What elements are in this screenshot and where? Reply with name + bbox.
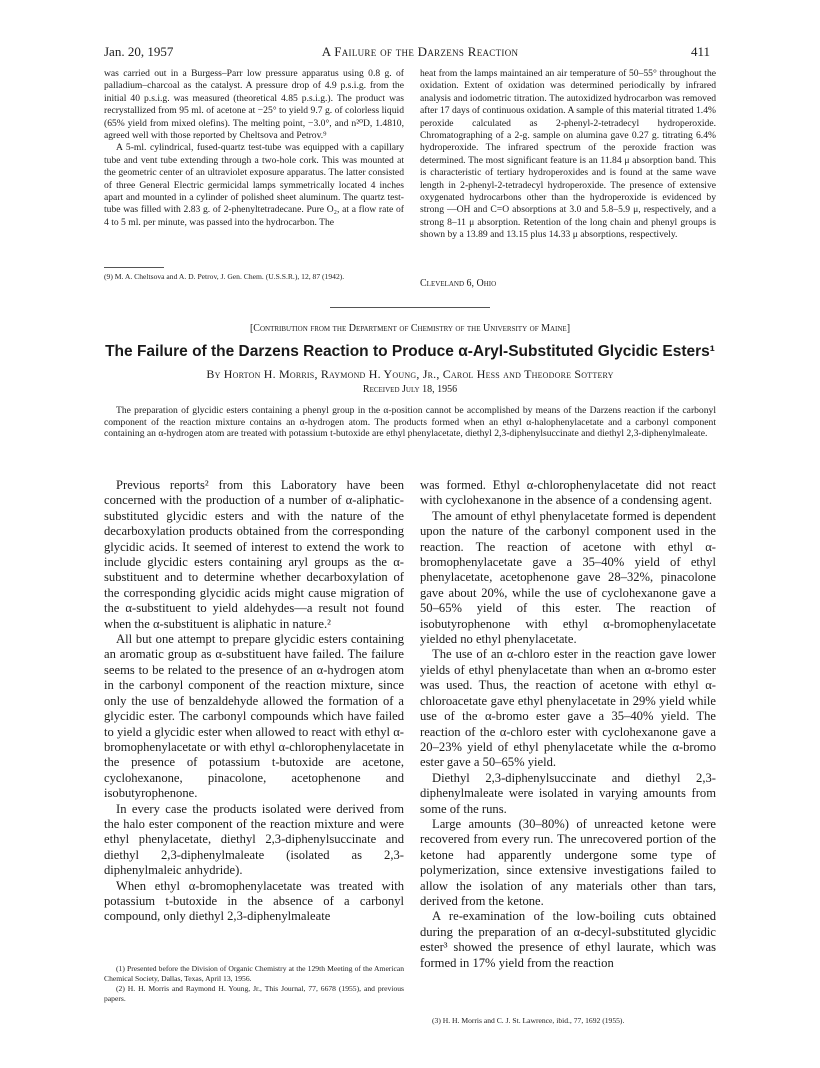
- paragraph: A re-examination of the low-boiling cuts obtained during the preparation of an α-decyl-substituted glycidic ester³ showed the presence of ethyl laurate, which was formed in 17% yield from the reaction: [420, 909, 716, 970]
- paragraph: The amount of ethyl phenylacetate formed is dependent upon the nature of the carbonyl component used in the reaction. The reaction of acetone with ethyl α-bromophenylacetate gave a 35–40% yield of ethyl phenylacetate, acetophenone gave 28–32%, pinacolone gave about 20%, while the use of cyclohexanone gave a 50–65% yield of this ester. The reaction of isobutyrophenone with ethyl α-bromophenylacetate yielded no ethyl phenylacetate.: [420, 508, 716, 647]
- footnote-3-text: (3) H. H. Morris and C. J. St. Lawrence, ibid., 77, 1692 (1955).: [432, 1016, 625, 1025]
- footnote-1: (1) Presented before the Division of Organic Chemistry at the 129th Meeting of the American Chemical Society, Dallas, Texas, April 13, 1956.: [104, 964, 404, 983]
- body-left-column: [104, 478, 404, 925]
- paragraph: heat from the lamps maintained an air temperature of 50–55° throughout the oxidation. Extent of oxidation was determined periodically by infrared analysis and iodometric titration. The autoxidized hydrocarbon was removed after 17 days of continuous oxidation. A sample of this material titrated 1.4% peroxide calculated as 2-phenyl-2-tetradecyl hydroperoxide. Chromatographing of a 2-g. sample on alumina gave 0.27 g. titrating 6.4% hydroperoxide. The infrared spectrum of the peroxide fraction was determined. The most significant feature is an 11.84 μ absorption band. This is characteristic of tertiary hydroperoxides and is found at the same wave length in 2-phenyl-2-tetradecyl hydroperoxide. The presence of extensive oxygenated hydrocarbons other than the hydroperoxide is evidenced by strong —OH and C=O absorptions at 3.0 and 5.8–5.9 μ, respectively, and a strong 8–11 μ absorption. Retention of the long chain and phenyl groups is shown by a 13.89 and 13.15 plus 14.33 μ absorptions, respectively.: [420, 68, 716, 241]
- top-left-column: [104, 68, 404, 229]
- top-right-column: [420, 68, 716, 242]
- authors: By Horton H. Morris, Raymond H. Young, Jr., Carol Hess and Theodore Sottery: [206, 367, 614, 381]
- paragraph: Diethyl 2,3-diphenylsuccinate and diethyl 2,3-diphenylmaleate were isolated in varying amounts from some of the runs.: [420, 770, 716, 816]
- footnote-2: (2) H. H. Morris and Raymond H. Young, Jr., This Journal, 77, 6678 (1955), and previous papers.: [104, 984, 404, 1003]
- article-title: The Failure of the Darzens Reaction to Produce α-Aryl-Substituted Glycidic Esters¹: [105, 343, 715, 360]
- paragraph: The use of an α-chloro ester in the reaction gave lower yields of ethyl phenylacetate than when an α-bromo ester was used. Thus, the reaction of acetone with ethyl α-chloroacetate gave ethyl phenylacetate in 29% yield while use of the α-bromo ester gave a 35–40% yield. The reaction of the α-chloro ester with cyclohexanone gave a 20–23% yield of ethyl phenylacetate while the α-bromo ester gave a 50–65% yield.: [420, 647, 716, 770]
- footnotes-left: [104, 964, 404, 1004]
- paragraph: was carried out in a Burgess–Parr low pressure apparatus using 0.8 g. of palladium–charcoal as the catalyst. A pressure drop of 4.9 p.s.i.g. from the initial 40 p.s.i.g. was measured (theoretical 4.85 p.s.i.g.). The product was recrystallized from 95 ml. of acetone at −25° to yield 9.7 g. of colorless liquid (65% yield from mixed olefins). The melting point, −3.0°, and n²⁰D, 1.4810, agreed well with those reported by Cheltsova and Petrov.⁹: [104, 68, 404, 142]
- paragraph: All but one attempt to prepare glycidic esters containing an aromatic group as α-substituent have failed. The failure seems to be related to the presence of an α-hydrogen atom in the carbonyl component of the reaction mixture, since only the use of benzaldehyde allowed the formation of a glycidic ester. The carbonyl compounds which have failed to yield a glycidic ester when allowed to react with ethyl α-bromophenylacetate or with ethyl α-chlorophenylacetate in the presence of potassium t-butoxide are acetone, cyclohexanone, pinacolone, acetophenone and isobutyrophenone.: [104, 632, 404, 801]
- footnote-9: (9) M. A. Cheltsova and A. D. Petrov, J. Gen. Chem. (U.S.S.R.), 12, 87 (1942).: [104, 272, 345, 281]
- paragraph: A 5-ml. cylindrical, fused-quartz test-tube was equipped with a capillary tube and vent tube extending through a two-hole cork. This was mounted at the geometric center of an ultraviolet exposure apparatus. The latter consisted of three General Electric germicidal lamps symmetrically located 4 inches apart and mounted in a cylinder of polished sheet aluminum. The quartz test-tube was filled with 2.83 g. of 2-phenyltetradecane. Pure O₂, at a flow rate of 4 to 5 ml. per minute, was passed into the hydrocarbon. The: [104, 142, 404, 228]
- paragraph: was formed. Ethyl α-chlorophenylacetate did not react with cyclohexanone in the absence of a condensing agent.: [420, 478, 716, 508]
- abstract: The preparation of glycidic esters containing a phenyl group in the α-position cannot be accomplished by means of the Darzens reaction if the carbonyl component of the reaction mixture contains an α-hydrogen atom. The products formed when an ethyl α-halophenylacetate and a carbonyl component containing an α-hydrogen atom are treated with potassium t-butoxide are ethyl phenylacetate, diethyl 2,3-diphenylsuccinate and diethyl 2,3-diphenylmaleate.: [104, 405, 716, 440]
- received-date: Received July 18, 1956: [362, 384, 458, 395]
- page-number: 411: [690, 44, 710, 59]
- paragraph: Previous reports² from this Laboratory have been concerned with the production of a number of α-aliphatic-substituted glycidic esters and with the nature of the decarboxylation products obtained from the corresponding glycidic acids. It seemed of interest to extend the work to include glycidic esters containing aryl groups as the α-substituent and to determine whether decarboxylation of the corresponding glycidic acids might cause migration of the α-substituent to yield aldehydes—a result not found when the α-substituent is aliphatic in nature.²: [104, 478, 404, 631]
- contribution-line: [Contribution from the Department of Chemistry of the University of Maine]: [249, 323, 571, 334]
- author-location: Cleveland 6, Ohio: [420, 278, 497, 289]
- header-date: Jan. 20, 1957: [104, 44, 174, 59]
- body-right-column: [420, 478, 716, 971]
- running-title: A Failure of the Darzens Reaction: [321, 44, 519, 59]
- footnote-divider: [104, 267, 164, 268]
- paragraph: When ethyl α-bromophenylacetate was treated with potassium t-butoxide in the absence of a carbonyl compound, only diethyl 2,3-diphenylmaleate: [104, 878, 404, 924]
- footnote-3: [420, 1016, 716, 1026]
- paragraph: In every case the products isolated were derived from the halo ester component of the reaction mixture and were ethyl phenylacetate, diethyl 2,3-diphenylsuccinate and diethyl 2,3-diphenylmaleate (isolated as 2,3-diphenylmaleic anhydride).: [104, 801, 404, 878]
- paragraph: Large amounts (30–80%) of unreacted ketone were recovered from every run. The unrecovered portion of the ketone had apparently undergone some type of polymerization, since extensive investigations failed to allow the isolation of any materials other than tars, derived from the ketone.: [420, 816, 716, 908]
- section-divider: [330, 307, 490, 308]
